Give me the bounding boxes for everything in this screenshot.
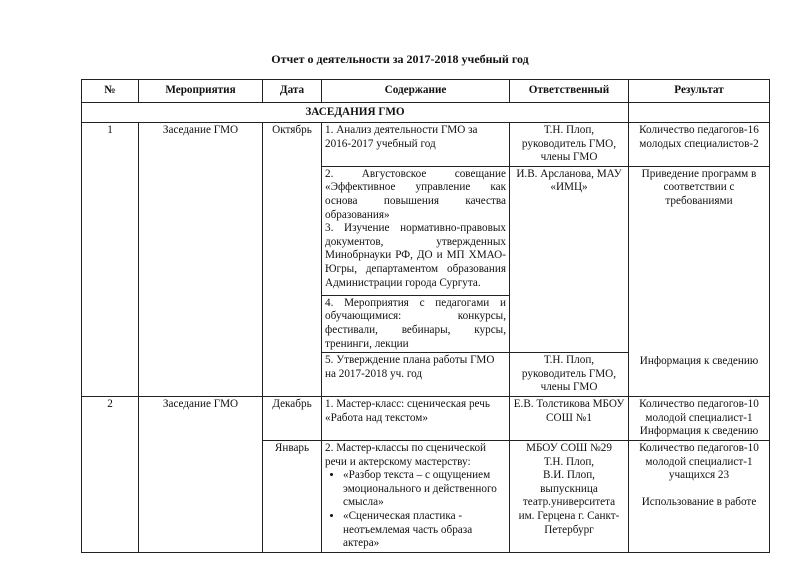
section-row [82, 103, 770, 123]
section-title: ЗАСЕДАНИЯ ГМО [82, 103, 629, 123]
header-number: № [82, 80, 139, 103]
row-responsible: Е.В. Толстикова МБОУ СОШ №1 [510, 397, 629, 441]
row-event: Заседание ГМО [139, 397, 263, 553]
bullet-item: • «Сценическая пластика - неотъемлемая часть образа актера» [343, 510, 506, 551]
responsible-line: театр.университета [522, 496, 616, 509]
responsible-line: МБОУ СОШ №29 [526, 441, 612, 454]
row-result [629, 166, 770, 396]
result-line: молодой специалист-1 [645, 455, 753, 468]
row-result [629, 397, 770, 441]
spacer [632, 483, 766, 496]
row-content [322, 440, 510, 552]
responsible-line: им. Герцена г. Санкт-Петербург [518, 509, 620, 536]
header-responsible: Ответственный [510, 80, 629, 103]
row-responsible [510, 440, 629, 552]
row-result: Количество педагогов-16 молодых специалистов-2 [629, 123, 770, 167]
content-item-2: 2. Августовское совещание «Эффективное управление как основа повышения качества образования» [325, 167, 506, 221]
result-line: Количество педагогов-10 [639, 398, 759, 411]
activity-report-table [81, 79, 770, 553]
header-content: Содержание [322, 80, 510, 103]
responsible-line: выпускница [540, 482, 598, 495]
header-date: Дата [263, 80, 322, 103]
table-row [82, 123, 770, 167]
row-number: 1 [82, 123, 139, 397]
row-date: Декабрь [263, 397, 322, 441]
table-header-row [82, 80, 770, 103]
result-line: Информация к сведению [639, 425, 759, 438]
row-responsible: Т.Н. Плоп, руководитель ГМО, члены ГМО [510, 123, 629, 167]
result-line: молодой специалист-1 [645, 411, 753, 424]
row-content: 1. Мастер-класс: сценическая речь «Работа над текстом» [322, 397, 510, 441]
row-content: 1. Анализ деятельности ГМО за 2016-2017 учебный год [322, 123, 510, 167]
content-intro: 2. Мастер-классы по сценической речи и актерскому мастерству: [325, 441, 487, 468]
row-content: 5. Утверждение плана работы ГМО на 2017-2018 уч. год [322, 353, 510, 397]
result-line: Количество педагогов-10 [639, 441, 759, 454]
row-content [322, 166, 510, 295]
row-responsible: И.В. Арсланова, МАУ «ИМЦ» [510, 166, 629, 352]
bullet-item: • «Разбор текста – с ощущением эмоционального и действенного смысла» [343, 469, 506, 510]
row-result [629, 440, 770, 552]
responsible-line: Т.Н. Плоп, [543, 455, 595, 468]
document-title: Отчет о деятельности за 2017-2018 учебный год [271, 52, 529, 66]
header-result: Результат [629, 80, 770, 103]
result-line: Использование в работе [641, 495, 757, 508]
result-info: Информация к сведению [639, 354, 759, 367]
result-programs: Приведение программ в соответствии с требованиями [641, 167, 757, 207]
row-content: 4. Мероприятия с педагогами и обучающимися: конкурсы, фестивали, вебинары, курсы, тренинги, лекции [322, 295, 510, 352]
row-number: 2 [82, 397, 139, 553]
row-date: Январь [263, 440, 322, 552]
section-empty-cell [629, 103, 770, 123]
row-date: Октябрь [263, 123, 322, 397]
result-line: учащихся 23 [668, 469, 730, 482]
responsible-line: В.И. Плоп, [543, 469, 595, 482]
content-bullets [325, 469, 506, 551]
row-event: Заседание ГМО [139, 123, 263, 397]
header-event: Мероприятия [139, 80, 263, 103]
table-row [82, 397, 770, 441]
content-item-3: 3. Изучение нормативно-правовых документов, утвержденных Минобрнауки РФ, ДО и МП ХМАО-Югры, департаментом образования Администрации города Сургута. [325, 222, 506, 289]
row-responsible: Т.Н. Плоп, руководитель ГМО, члены ГМО [510, 353, 629, 397]
